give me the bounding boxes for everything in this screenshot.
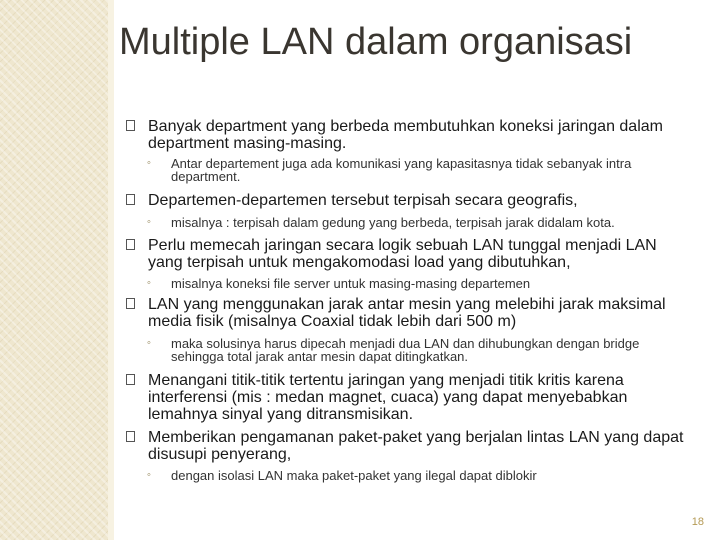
- bullet-text: Perlu memecah jaringan secara logik sebuah LAN tunggal menjadi LAN yang terpisah untuk mengakomodasi load yang dibutuhkan,: [148, 237, 657, 271]
- sub-bullet-circle-icon: ◦: [147, 277, 151, 289]
- bullet-text: Departemen-departemen tersebut terpisah secara geografis,: [148, 192, 578, 209]
- bullet-text: Banyak department yang berbeda membutuhkan koneksi jaringan dalam department masing-masing.: [148, 118, 663, 152]
- bullet-text: Memberikan pengamanan paket-paket yang berjalan lintas LAN yang dapat disusupi penyerang,: [148, 429, 684, 463]
- bullet-item: [148, 429, 693, 463]
- sub-bullet-text: maka solusinya harus dipecah menjadi dua LAN dan dihubungkan dengan bridge sehingga total jarak antar mesin dapat ditingkatkan.: [171, 336, 640, 364]
- bullet-box-icon: [126, 374, 135, 385]
- sub-bullet-circle-icon: ◦: [147, 157, 151, 169]
- bullet-box-icon: [126, 431, 135, 442]
- slide-title: Multiple LAN dalam organisasi: [119, 21, 633, 63]
- sub-bullet-circle-icon: ◦: [147, 216, 151, 228]
- bullet-box-icon: [126, 239, 135, 250]
- sub-bullet-text: dengan isolasi LAN maka paket-paket yang ilegal dapat diblokir: [171, 468, 537, 483]
- bullet-box-icon: [126, 120, 135, 131]
- bullet-text: Menangani titik-titik tertentu jaringan yang menjadi titik kritis karena interferensi (mis : medan magnet, cuaca) yang dapat menyebabkan lemahnya sinyal yang ditransmisikan.: [148, 372, 628, 423]
- sub-bullet-text: Antar departement juga ada komunikasi yang kapasitasnya tidak sebanyak intra department.: [171, 156, 632, 184]
- page-number: 18: [691, 516, 704, 528]
- sub-bullet-item: [147, 336, 691, 364]
- bullet-item: [148, 118, 693, 152]
- bullet-item: [148, 372, 693, 423]
- bullet-item: [148, 237, 693, 271]
- sub-bullet-text: misalnya koneksi file server untuk masing-masing departemen: [171, 276, 531, 291]
- sub-bullet-item: [147, 156, 691, 184]
- bullet-text: LAN yang menggunakan jarak antar mesin yang melebihi jarak maksimal media fisik (misalnya Coaxial tidak lebih dari 500 m): [148, 296, 666, 330]
- bullet-box-icon: [126, 298, 135, 309]
- sub-bullet-text: misalnya : terpisah dalam gedung yang berbeda, terpisah jarak didalam kota.: [171, 215, 615, 230]
- sub-bullet-circle-icon: ◦: [147, 337, 151, 349]
- sub-bullet-circle-icon: ◦: [147, 469, 151, 481]
- bullet-box-icon: [126, 194, 135, 205]
- sub-bullet-item: [147, 468, 691, 483]
- sub-bullet-item: [147, 276, 691, 291]
- bullet-item: [148, 192, 693, 209]
- sub-bullet-item: [147, 215, 691, 230]
- bullet-item: [148, 296, 693, 330]
